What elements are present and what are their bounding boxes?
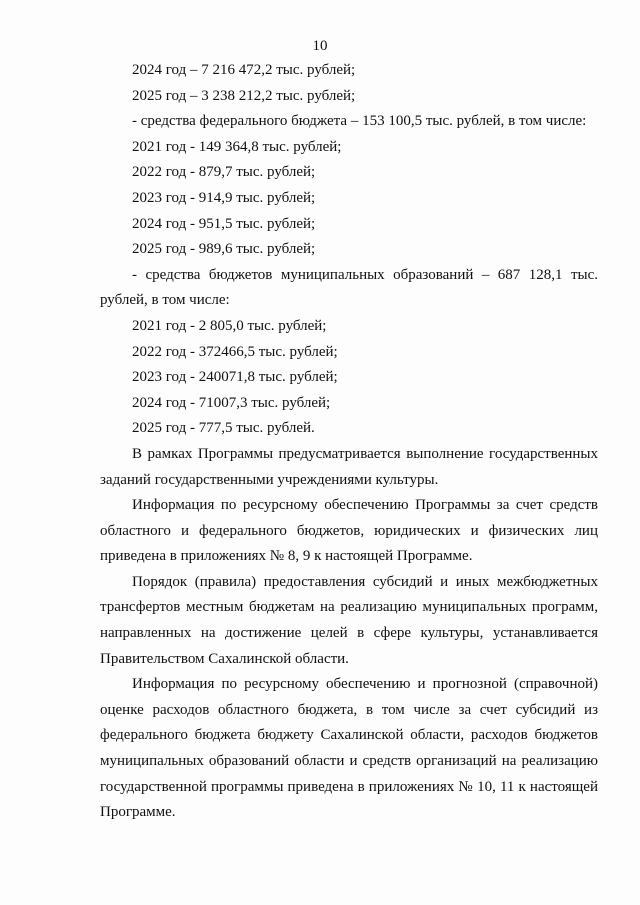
paragraph-resource-info: Информация по ресурсному обеспечению Программы за счет средств областного и федерального бюджетов, юридических и физических лиц приведена в приложениях № 8, 9 к настоящей Программе. bbox=[100, 497, 598, 565]
funding-line: 2023 год - 914,9 тыс. рублей; bbox=[132, 189, 316, 206]
funding-line: 2021 год - 2 805,0 тыс. рублей; bbox=[132, 317, 327, 334]
paragraph-forecast-info: Информация по ресурсному обеспечению и прогнозной (справочной) оценке расходов областного бюджета, в том числе за счет субсидий из федерального бюджета бюджету Сахалинской области, расходов бюджетов муниципальных образований области и средств организаций на реализацию государственной программы приведена в приложениях № 10, 11 к настоящей Программе. bbox=[100, 676, 598, 821]
funding-line: 2025 год – 3 238 212,2 тыс. рублей; bbox=[132, 87, 356, 104]
funding-line: 2025 год - 989,6 тыс. рублей; bbox=[132, 241, 316, 258]
funding-line: 2024 год – 7 216 472,2 тыс. рублей; bbox=[132, 62, 356, 78]
funding-line: 2022 год - 372466,5 тыс. рублей; bbox=[132, 343, 338, 360]
funding-line: 2024 год - 71007,3 тыс. рублей; bbox=[132, 394, 331, 411]
funding-line: 2024 год - 951,5 тыс. рублей; bbox=[132, 215, 316, 232]
document-body bbox=[100, 58, 598, 826]
funding-line: 2022 год - 879,7 тыс. рублей; bbox=[132, 164, 316, 181]
page-number: 10 bbox=[312, 38, 328, 54]
funding-line: 2025 год - 777,5 тыс. рублей. bbox=[132, 420, 315, 437]
paragraph-state-tasks: В рамках Программы предусматривается выполнение государственных заданий государственными учреждениями культуры. bbox=[100, 445, 598, 488]
federal-budget-line: - средства федерального бюджета – 153 100,5 тыс. рублей, в том числе: bbox=[132, 113, 587, 130]
funding-line: 2023 год - 240071,8 тыс. рублей; bbox=[132, 369, 338, 386]
municipal-budget-intro: - средства бюджетов муниципальных образований – 687 128,1 тыс. рублей, в том числе: bbox=[100, 266, 598, 309]
funding-line: 2021 год - 149 364,8 тыс. рублей; bbox=[132, 138, 342, 155]
paragraph-subsidy-order: Порядок (правила) предоставления субсидий и иных межбюджетных трансфертов местным бюджетам на реализацию муниципальных программ, направленных на достижение целей в сфере культуры, устанавливается Правительством Сахалинской области. bbox=[100, 573, 598, 667]
